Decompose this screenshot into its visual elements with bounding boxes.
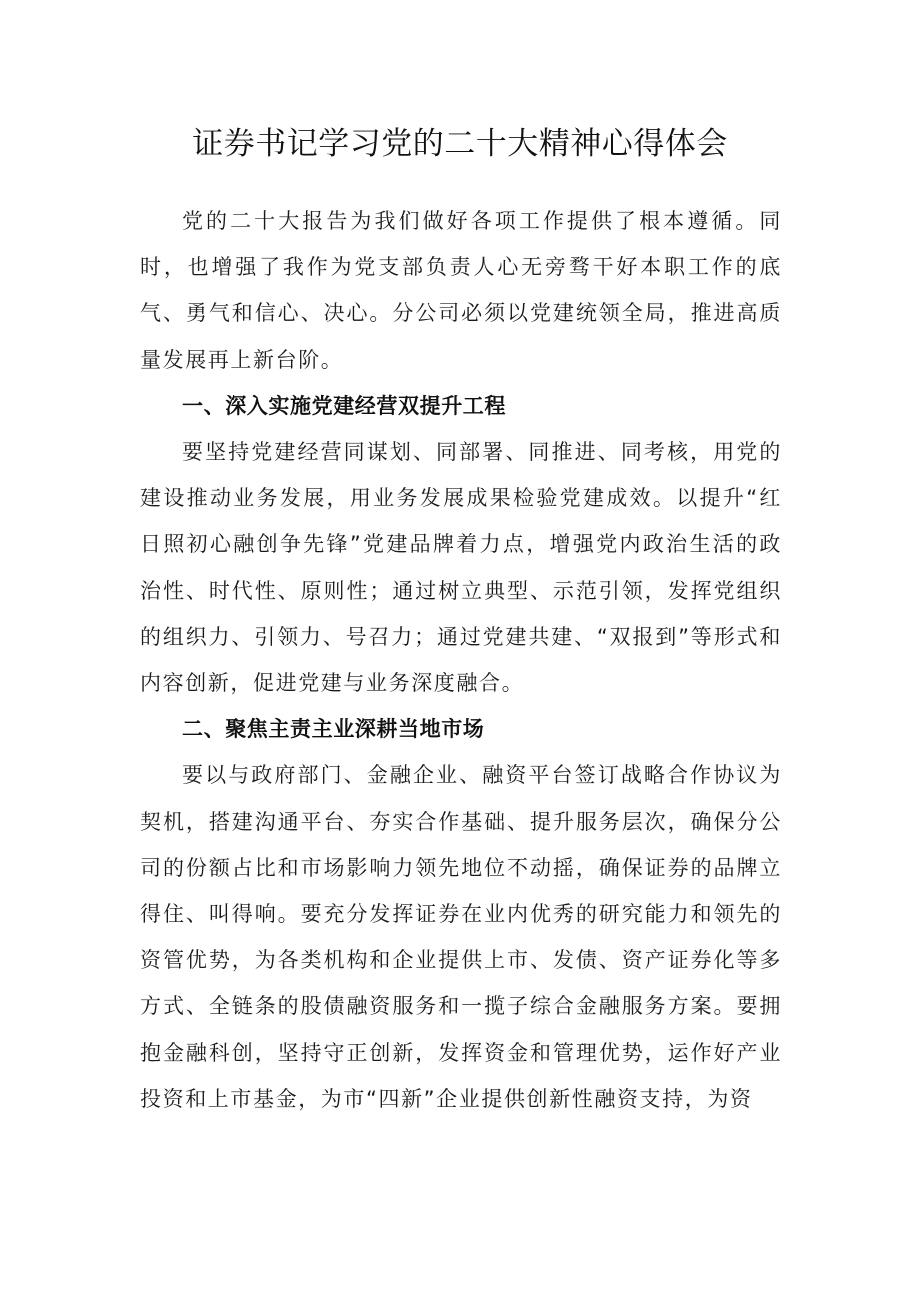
document-body [140, 198, 782, 1122]
section-heading-2: 二、聚焦主责主业深耕当地市场 [182, 717, 485, 742]
section-paragraph-1: 要坚持党建经营同谋划、同部署、同推进、同考核，用党的建设推动业务发展，用业务发展成果检验党建成效。以提升“红日照初心融创争先锋”党建品牌着力点，增强党内政治生活的政治性、时代性、原则性；通过树立典型、示范引领，发挥党组织的组织力、引领力、号召力；通过党建共建、“双报到”等形式和内容创新，促进党建与业务深度融合。 [140, 440, 782, 696]
section-paragraph-2: 要以与政府部门、金融企业、融资平台签订战略合作协议为契机，搭建沟通平台、夯实合作基础、提升服务层次，确保分公司的份额占比和市场影响力领先地位不动摇，确保证券的品牌立得住、叫得响。要充分发挥证券在业内优秀的研究能力和领先的资管优势，为各类机构和企业提供上市、发债、资产证券化等多方式、全链条的股债融资服务和一揽子综合金融服务方案。要拥抱金融科创，坚持守正创新，发挥资金和管理优势，运作好产业投资和上市基金，为市“四新”企业提供创新性融资支持，为资 [140, 763, 782, 1111]
section-heading-1: 一、深入实施党建经营双提升工程 [182, 393, 506, 418]
document-title: 证券书记学习党的二十大精神心得体会 [192, 126, 728, 162]
intro-paragraph: 党的二十大报告为我们做好各项工作提供了根本遵循。同时，也增强了我作为党支部负责人心无旁骛干好本职工作的底气、勇气和信心、决心。分公司必须以党建统领全局，推进高质量发展再上新台阶。 [140, 209, 782, 372]
